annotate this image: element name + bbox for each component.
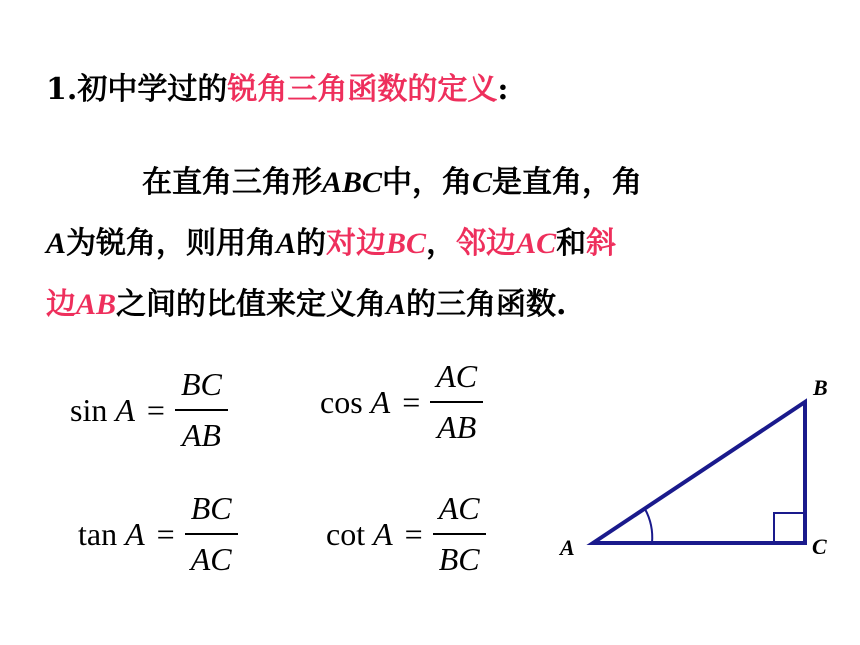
triangle-name: ABC: [322, 166, 383, 199]
cos-formula: [320, 358, 483, 446]
formula-variable: A: [370, 383, 391, 420]
hypotenuse-term: 边: [46, 287, 76, 322]
paragraph-line-2: [46, 213, 806, 274]
right-angle-marker: [774, 513, 805, 543]
right-triangle-diagram: [550, 360, 850, 570]
angle-c: C: [472, 166, 493, 199]
angle-a: A: [276, 227, 297, 260]
text-segment: 的: [296, 226, 327, 261]
formula-variable: A: [373, 515, 393, 552]
function-name: sin: [70, 391, 108, 428]
fraction-denominator: AB: [181, 417, 221, 453]
heading-highlight: 锐角三角函数的定义: [227, 72, 498, 107]
equals-sign: =: [156, 515, 175, 552]
text-segment: 为锐角，则用角: [66, 226, 277, 261]
fraction-denominator: AC: [190, 541, 232, 577]
text-segment: 之间的比值来定义角: [116, 287, 387, 322]
fraction-denominator: BC: [438, 541, 480, 577]
text-segment: 在直角三角形: [142, 165, 322, 200]
fraction: [185, 490, 238, 578]
fraction: [175, 366, 228, 454]
text-segment: 和: [556, 226, 587, 261]
formula-variable: A: [115, 391, 135, 428]
equals-sign: =: [146, 391, 165, 428]
adjacent-side-term: 邻边: [456, 226, 517, 261]
fraction-denominator: AB: [437, 409, 477, 445]
function-name: cos: [320, 383, 363, 420]
angle-a-arc: [645, 509, 652, 543]
section-heading: [46, 64, 508, 108]
vertex-label-c: C: [812, 534, 827, 559]
vertex-label-b: B: [813, 375, 828, 400]
opposite-side-term: 对边: [326, 226, 387, 261]
side-ac: AC: [516, 227, 557, 260]
angle-a: A: [46, 227, 67, 260]
sin-formula: [70, 366, 228, 454]
text-segment: 的三角函数.: [406, 287, 567, 322]
side-ab: AB: [76, 288, 117, 321]
text-segment: ，: [426, 226, 457, 261]
heading-colon: :: [497, 72, 509, 107]
fraction-numerator: BC: [180, 366, 222, 402]
heading-prefix: 初中学过的: [77, 72, 228, 107]
equals-sign: =: [402, 383, 421, 420]
text-segment: 中，角: [382, 165, 473, 200]
angle-a: A: [386, 288, 407, 321]
function-name: tan: [78, 515, 118, 552]
fraction: [430, 358, 483, 446]
hypotenuse-term: 斜: [586, 226, 617, 261]
side-bc: BC: [386, 227, 427, 260]
text-segment: 是直角，角: [492, 165, 643, 200]
fraction: [433, 490, 486, 578]
paragraph-line-3: [46, 274, 806, 335]
function-name: cot: [326, 515, 366, 552]
heading-number: 1.: [46, 72, 78, 107]
paragraph-line-1: [46, 152, 806, 213]
fraction-numerator: BC: [190, 490, 232, 526]
formula-variable: A: [125, 515, 145, 552]
definition-paragraph: [46, 152, 806, 335]
vertex-label-a: A: [560, 535, 575, 560]
equals-sign: =: [404, 515, 423, 552]
tan-formula: [78, 490, 238, 578]
cot-formula: [326, 490, 486, 578]
fraction-numerator: AC: [438, 490, 480, 526]
fraction-numerator: AC: [436, 358, 478, 394]
